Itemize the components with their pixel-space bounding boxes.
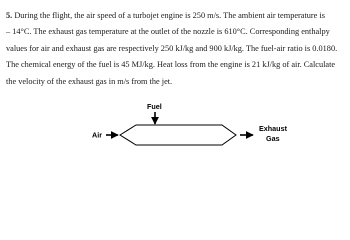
problem-text-line-3: values for air and exhaust gas are respectively 250 kJ/kg and 900 kJ/kg. The fuel-air ratio is 0.0180. bbox=[6, 43, 338, 53]
problem-text-line-5: the velocity of the exhaust gas in m/s from the jet. bbox=[6, 76, 173, 86]
problem-text-line-4: The chemical energy of the fuel is 45 MJ/kg. Heat loss from the engine is 21 kJ/kg of air. Calculate bbox=[6, 60, 336, 70]
engine-outline bbox=[120, 125, 236, 145]
fuel-label: Fuel bbox=[147, 102, 162, 111]
exhaust-label-line-1: Exhaust bbox=[259, 124, 287, 133]
problem-text-line-2: – 14°C. The exhaust gas temperature at the outlet of the nozzle is 610°C. Corresponding enthalpy bbox=[6, 27, 330, 37]
problem-number: 5. bbox=[6, 11, 13, 20]
air-label: Air bbox=[92, 130, 102, 140]
exhaust-label-line-2: Gas bbox=[266, 134, 280, 143]
problem-text-line-1: During the flight, the air speed of a turbojet engine is 250 m/s. The ambient air temperature is bbox=[14, 11, 325, 20]
